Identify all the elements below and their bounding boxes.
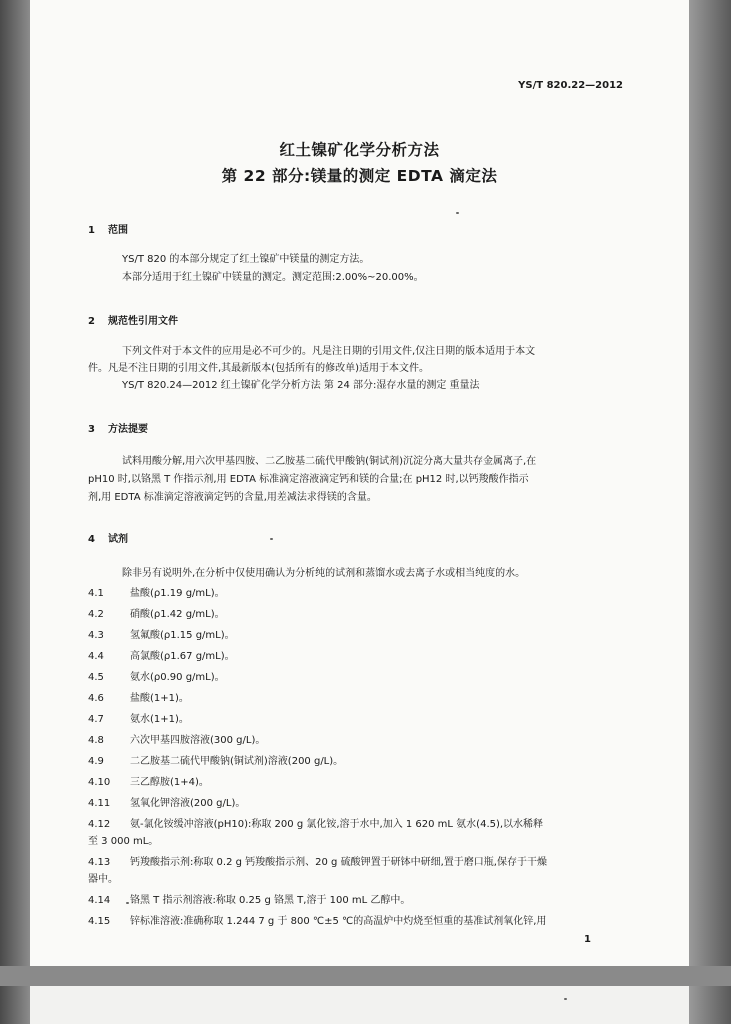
reagent-item: 4.13 钙羧酸指示剂:称取 0.2 g 钙羧酸指示剂、20 g 硫酸钾置于研钵中研细,置于磨口瓶,保存于干燥 [88, 857, 547, 868]
section-heading-reagents: 4 试剂 [88, 534, 128, 545]
references-paragraph-line-2: 件。凡是不注日期的引用文件,其最新版本(包括所有的修改单)适用于本文件。 [88, 363, 429, 374]
reagent-item: 4.12 氨-氯化铵缓冲溶液(pH10):称取 200 g 氯化铵,溶于水中,加入 1 620 mL 氨水(4.5),以水稀释 [88, 819, 544, 830]
section-heading-references: 2 规范性引用文件 [88, 316, 178, 327]
reagent-item: 4.11 氢氧化钾溶液(200 g/L)。 [88, 798, 246, 809]
scan-speck [270, 538, 273, 540]
standard-number: YS/T 820.22—2012 [518, 80, 623, 91]
reagent-item: 4.8 六次甲基四胺溶液(300 g/L)。 [88, 735, 266, 746]
principle-line-1: 试料用酸分解,用六次甲基四胺、二乙胺基二硫代甲酸钠(铜试剂)沉淀分离大量共存金属离子,在 [122, 456, 537, 467]
principle-line-2: pH10 时,以铬黑 T 作指示剂,用 EDTA 标准滴定溶液滴定钙和镁的合量;在 pH12 时,以钙羧酸作指示 [88, 474, 529, 485]
reagent-item: 4.3 氢氟酸(ρ1.15 g/mL)。 [88, 630, 235, 641]
document-title: 红土镍矿化学分析方法 [279, 141, 440, 159]
scan-speck [456, 212, 459, 214]
document-subtitle: 第 22 部分:镁量的测定 EDTA 滴定法 [221, 167, 498, 185]
principle-line-3: 剂,用 EDTA 标准滴定溶液滴定钙的含量,用差减法求得镁的含量。 [88, 492, 377, 503]
reagent-item: 4.15 锌标准溶液:准确称取 1.244 7 g 于 800 ℃±5 ℃的高温炉中灼烧至恒重的基准试剂氧化锌,用 [88, 916, 547, 927]
section-heading-principle: 3 方法提要 [88, 424, 148, 435]
reagent-item-continuation: 器中。 [88, 874, 118, 885]
reagent-item: 4.6 盐酸(1+1)。 [88, 693, 189, 704]
reagent-item: 4.4 高氯酸(ρ1.67 g/mL)。 [88, 651, 235, 662]
references-item: YS/T 820.24—2012 红土镍矿化学分析方法 第 24 部分:湿存水量的测定 重量法 [122, 380, 480, 391]
viewer-background-left [0, 0, 30, 1024]
document-page [30, 0, 689, 966]
section-heading-scope: 1 范围 [88, 225, 128, 236]
reagent-item-continuation: 至 3 000 mL。 [88, 836, 159, 847]
reagents-intro: 除非另有说明外,在分析中仅使用确认为分析纯的试剂和蒸馏水或去离子水或相当纯度的水。 [122, 568, 526, 579]
scan-speck [126, 902, 129, 904]
references-paragraph-line-1: 下列文件对于本文件的应用是必不可少的。凡是注日期的引用文件,仅注日期的版本适用于本文 [122, 346, 536, 357]
reagent-item: 4.14 铬黑 T 指示剂溶液:称取 0.25 g 铬黑 T,溶于 100 mL 乙醇中。 [88, 895, 411, 906]
scope-paragraph-1: YS/T 820 的本部分规定了红土镍矿中镁量的测定方法。 [122, 254, 370, 265]
scope-paragraph-2: 本部分适用于红土镍矿中镁量的测定。测定范围:2.00%~20.00%。 [122, 272, 424, 283]
page-gap [0, 966, 731, 986]
reagent-item: 4.7 氨水(1+1)。 [88, 714, 189, 725]
reagent-item: 4.2 硝酸(ρ1.42 g/mL)。 [88, 609, 225, 620]
viewer-background-right [689, 0, 731, 1024]
reagent-item: 4.5 氨水(ρ0.90 g/mL)。 [88, 672, 225, 683]
reagent-item: 4.10 三乙醇胺(1+4)。 [88, 777, 209, 788]
scan-speck [564, 998, 567, 1000]
reagent-item: 4.9 二乙胺基二硫代甲酸钠(铜试剂)溶液(200 g/L)。 [88, 756, 344, 767]
page-number: 1 [584, 934, 591, 945]
reagent-item: 4.1 盐酸(ρ1.19 g/mL)。 [88, 588, 225, 599]
next-page-preview [30, 986, 689, 1024]
